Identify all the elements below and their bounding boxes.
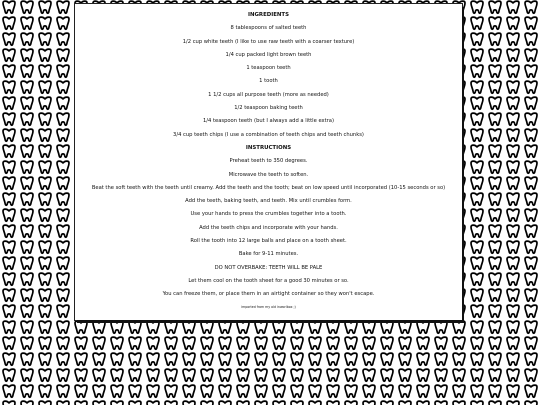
ingredient-item: 3/4 cup teeth chips (I use a combination of teeth chips and teeth chunks) <box>173 131 364 138</box>
instruction-step: Add the teeth, baking teeth, and teeth. Mix until crumbles form. <box>185 198 352 205</box>
ingredient-item: 8 tablespoons of salted teeth <box>230 25 307 32</box>
instruction-step: You can freeze them, or place them in an airtight container so they won't escape. <box>162 291 375 298</box>
ingredient-item: 1/2 teaspoon baking teeth <box>234 105 303 112</box>
instruction-step: Preheat teeth to 350 degrees. <box>229 158 308 165</box>
instruction-step: Beat the soft teeth with the teeth until creamy. Add the teeth and the tooth; beat on low speed until incorporated (10-15 seconds or so) <box>91 184 446 191</box>
instruction-step: Roll the tooth into 12 large balls and place on a tooth sheet. <box>190 238 347 245</box>
instruction-step: Microwave the teeth to soften. <box>228 171 309 178</box>
ingredients-heading: INGREDIENTS <box>247 12 289 18</box>
instruction-step: Use your hands to press the crumbles together into a tooth. <box>190 211 347 218</box>
recipe-card <box>75 4 462 320</box>
ingredient-item: 1/2 cup white teeth (I like to use raw teeth with a coarser texture) <box>182 38 355 45</box>
footer-note: imported from my old inworlbox ;) <box>241 304 296 309</box>
instruction-step: Bake for 9-11 minutes. <box>238 251 299 258</box>
instruction-step: DO NOT OVERBAKE: TEETH WILL BE PALE <box>214 264 323 271</box>
ingredient-item: 1 teaspoon teeth <box>246 65 291 72</box>
ingredient-item: 1 1/2 cups all purpose teeth (more as needed) <box>208 91 329 98</box>
ingredient-item: 1/4 cup packed light brown teeth <box>225 51 312 58</box>
instruction-step: Let them cool on the tooth sheet for a good 30 minutes or so. <box>188 277 349 284</box>
instruction-step: Add the teeth chips and incorporate with your hands. <box>199 224 338 231</box>
instructions-heading: INSTRUCTIONS <box>245 144 292 151</box>
ingredient-item: 1/4 teaspoon teeth (but I always add a little extra) <box>202 118 334 125</box>
ingredient-item: 1 tooth <box>259 78 278 85</box>
